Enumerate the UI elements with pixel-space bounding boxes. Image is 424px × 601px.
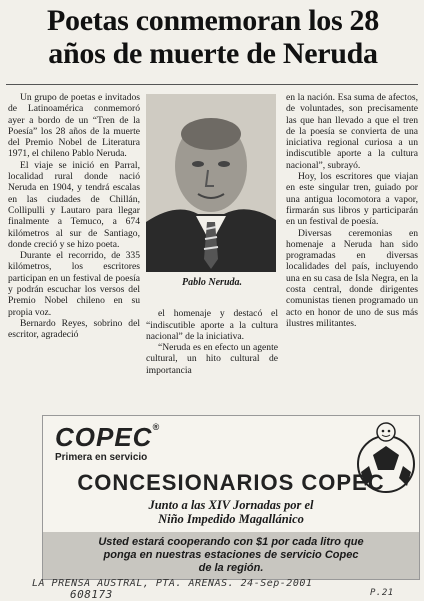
headline-rule: [6, 84, 418, 85]
registered-mark: ®: [152, 422, 161, 432]
ad-subtitle: [43, 498, 419, 526]
copec-logo: [55, 422, 160, 453]
ad-bottom-banner: [43, 532, 419, 579]
headline: [8, 4, 418, 70]
paragraph: Durante el recorrido, de 335 kilómetros, los escritores participan en un festival de poesía y podrán escuchar los versos del Premio Nobel chileno en su propia voz.: [8, 250, 140, 318]
article-column-1: [8, 92, 140, 341]
ad-bottom-line-1: Usted estará cooperando con $1 por cada litro que: [98, 536, 364, 548]
article-column-3: [286, 92, 418, 329]
ad-bottom-line-2: ponga en nuestras estaciones de servicio Copec: [103, 549, 359, 561]
article-column-2: [146, 92, 278, 376]
paragraph: Un grupo de poetas e invitados de Latinoamérica conmemoró ayer a bordo de un “Tren de la Poesía” los 28 años de la muerte del Premio Nobel de Literatura 1971, el chileno Pablo Neruda.: [8, 92, 140, 160]
headline-line-1: Poetas conmemoran los 28: [47, 4, 379, 37]
paragraph: en la nación. Esa suma de afectos, de voluntades, son precisamente las que han llevado a que el tren de la poesía se convierta de una iniciativa regional curiosa a un indiscutible aporte a la cultura nacional”, subrayó.: [286, 92, 418, 171]
paragraph: Diversas ceremonias en homenaje a Neruda han sido programadas en diversas localidades del país, incluyendo una en su casa de Isla Negra, en la costa central, donde dirigentes comunistas tienen programado un acto en honor de uno de sus más ilustres militantes.: [286, 227, 418, 329]
ad-title: CONCESIONARIOS COPEC: [77, 470, 385, 495]
paragraph: Hoy, los escritores que viajan en este singular tren, guiado por una antigua locomotora a vapor, firmarán sus libros y participarán en un festival de poesía.: [286, 171, 418, 228]
ad-bottom-line-3: de la región.: [198, 562, 264, 574]
handwritten-source-note: LA PRENSA AUSTRAL, PTA. ARENAS. 24-Sep-2001: [32, 578, 313, 589]
ad-subtitle-line-2: Niño Impedido Magallánico: [158, 512, 304, 526]
paragraph: Bernardo Reyes, sobrino del escritor, agradeció: [8, 317, 140, 341]
paragraph: “Neruda es en efecto un agente cultural, un hito cultural de importancia: [146, 342, 278, 376]
copec-advertisement: [42, 415, 420, 580]
copec-tagline: Primera en servicio: [55, 452, 148, 463]
headline-line-2: años de muerte de Neruda: [48, 37, 378, 70]
photo-caption: Pablo Neruda.: [182, 277, 242, 288]
paragraph: El viaje se inició en Parral, localidad rural donde nació Neruda en 1904, y tendrá escalas en las ciudades de Chillán, Collipulli y Lautaro para llegar finalmente a Temuco, a 674 kilómetros al sur de Santiago, donde creció y se hizo poeta.: [8, 159, 140, 250]
paragraph: el homenaje y destacó el “indiscutible aporte a la cultura nacional” de la iniciativa.: [146, 308, 278, 342]
ad-subtitle-line-1: Junto a las XIV Jornadas por el: [148, 498, 314, 512]
handwritten-page-number: P.21: [370, 588, 394, 598]
neruda-portrait-photo: [146, 94, 276, 272]
copec-logo-text: COPEC: [55, 422, 153, 452]
handwritten-catalog-number: 608173: [70, 588, 113, 601]
